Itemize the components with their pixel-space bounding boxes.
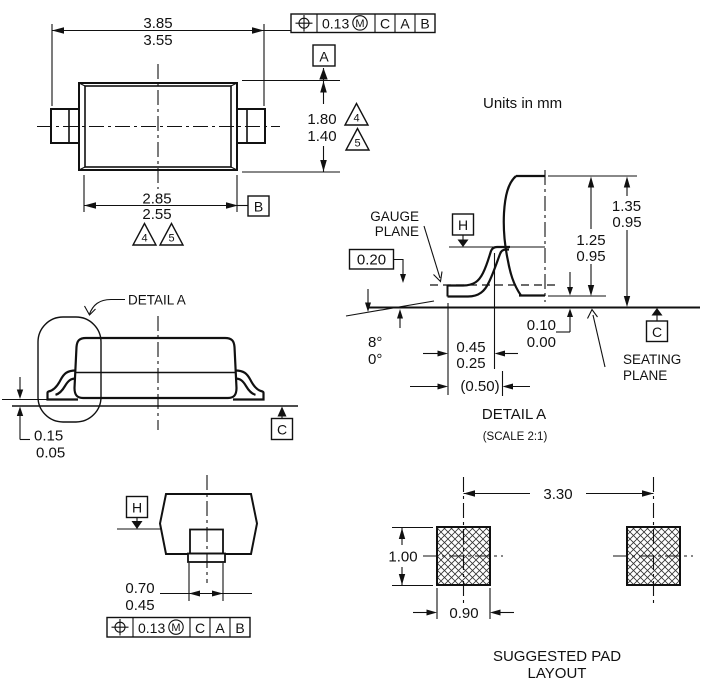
dim-body-width-min: 2.55 <box>142 206 172 223</box>
gauge-plane-label-2: PLANE <box>374 224 419 239</box>
svg-text:4: 4 <box>141 232 148 245</box>
fcf-bottom <box>107 618 250 638</box>
dim-detail-total-height <box>612 177 642 308</box>
pad-layout <box>388 477 693 682</box>
dim-lead-width <box>125 563 252 614</box>
datum-c-detail <box>647 308 668 342</box>
units-note: Units in mm <box>483 95 563 112</box>
fcf-bottom-modifier: M <box>171 622 181 635</box>
position-symbol-icon <box>296 15 313 32</box>
dim-overall-height-max: 1.80 <box>307 111 337 128</box>
svg-text:4: 4 <box>353 112 360 125</box>
pad-layout-title-1: SUGGESTED PAD <box>492 648 622 665</box>
dim-pad-pitch-value: 3.30 <box>543 486 573 503</box>
dim-lead-standoff-max: 0.10 <box>526 317 556 334</box>
datum-a <box>313 45 335 81</box>
detail-a-view <box>346 170 700 443</box>
fcf-top-datum2: A <box>400 15 410 32</box>
datum-a-label: A <box>319 48 329 65</box>
dim-body-height-min: 0.95 <box>576 248 606 265</box>
datum-b-label: B <box>253 198 264 215</box>
dim-overall-width <box>52 15 291 106</box>
dim-pad-pitch <box>464 486 654 503</box>
dim-overall-width-max: 3.85 <box>143 15 173 32</box>
svg-text:5: 5 <box>168 232 175 245</box>
fcf-top-tolerance: 0.13 <box>322 15 350 32</box>
dim-overall-height-min: 1.40 <box>307 128 337 145</box>
dim-total-height-min: 0.95 <box>612 214 642 231</box>
fcf-top-datum1: C <box>379 15 391 32</box>
dim-standoff <box>17 377 65 462</box>
dim-standoff-max: 0.15 <box>34 427 64 445</box>
fcf-top <box>291 14 435 33</box>
dim-lead-standoff-min: 0.00 <box>526 334 556 351</box>
pad-layout-title-2: LAYOUT <box>527 665 587 682</box>
datum-h-detail <box>453 214 474 247</box>
dim-lead-width-min: 0.45 <box>125 597 155 614</box>
dim-body-width <box>84 175 269 245</box>
dim-lead-standoff <box>527 272 573 351</box>
detail-lead <box>448 247 511 297</box>
dim-overall-width-min: 3.55 <box>143 32 173 49</box>
position-symbol-icon-bottom <box>112 619 129 636</box>
dim-foot-length-ref: (0.50) <box>460 378 500 395</box>
side-view <box>2 293 298 462</box>
note-flag-4b <box>133 224 156 246</box>
fcf-bottom-datum1: C <box>194 619 206 636</box>
bottom-view <box>107 475 257 637</box>
dim-pad-height-value: 1.00 <box>388 548 418 566</box>
fcf-top-datum3: B <box>420 15 430 32</box>
datum-c-detail-label: C <box>651 324 663 340</box>
dim-foot-angle-max: 8° <box>368 334 383 351</box>
fcf-top-modifier: M <box>355 18 365 30</box>
dim-foot-angle-min: 0° <box>368 351 383 368</box>
dim-gauge-offset <box>350 250 407 284</box>
side-body <box>75 338 237 398</box>
detail-a-scale: (SCALE 2:1) <box>482 431 548 443</box>
note-flag-5b <box>160 224 183 246</box>
detail-a-title: DETAIL A <box>481 406 547 423</box>
dim-body-width-max: 2.85 <box>142 190 172 208</box>
gauge-plane-label-1: GAUGE <box>370 209 419 224</box>
svg-text:5: 5 <box>354 137 361 150</box>
note-flag-4 <box>345 104 368 126</box>
dim-gauge-offset-value: 0.20 <box>356 251 387 269</box>
note-flag-5 <box>346 129 369 151</box>
dim-overall-height <box>242 81 369 173</box>
side-left-lead <box>48 371 79 400</box>
dim-standoff-min: 0.05 <box>36 444 66 462</box>
dim-total-height-max: 1.35 <box>611 198 642 215</box>
fcf-bottom-datum2: A <box>215 619 225 636</box>
datum-h-detail-label: H <box>457 217 469 233</box>
datum-c-side-label: C <box>276 421 288 438</box>
side-right-lead <box>233 371 264 400</box>
dim-detail-body-height <box>576 177 605 297</box>
detail-a-callout-label: DETAIL A <box>128 292 186 308</box>
datum-b <box>248 196 269 216</box>
dim-lead-width-max: 0.70 <box>125 580 155 597</box>
detail-body-edge <box>504 176 521 296</box>
dim-foot-length-max: 0.45 <box>456 339 486 356</box>
gauge-plane-callout <box>370 209 442 282</box>
detail-a-callout <box>85 293 186 316</box>
fcf-bottom-datum3: B <box>235 619 245 636</box>
datum-h-bottom <box>117 497 161 530</box>
seating-plane-label-2: PLANE <box>623 368 668 383</box>
top-view <box>37 64 280 189</box>
dim-pad-width-value: 0.90 <box>449 605 479 622</box>
seating-plane-label-1: SEATING <box>623 352 682 367</box>
dim-foot-length-min: 0.25 <box>456 355 486 372</box>
fcf-bottom-tolerance: 0.13 <box>138 619 166 636</box>
bottom-body-outline <box>160 494 257 554</box>
datum-c-side <box>272 407 293 440</box>
datum-h-bottom-label: H <box>131 499 143 516</box>
dim-body-height-max: 1.25 <box>576 232 606 249</box>
